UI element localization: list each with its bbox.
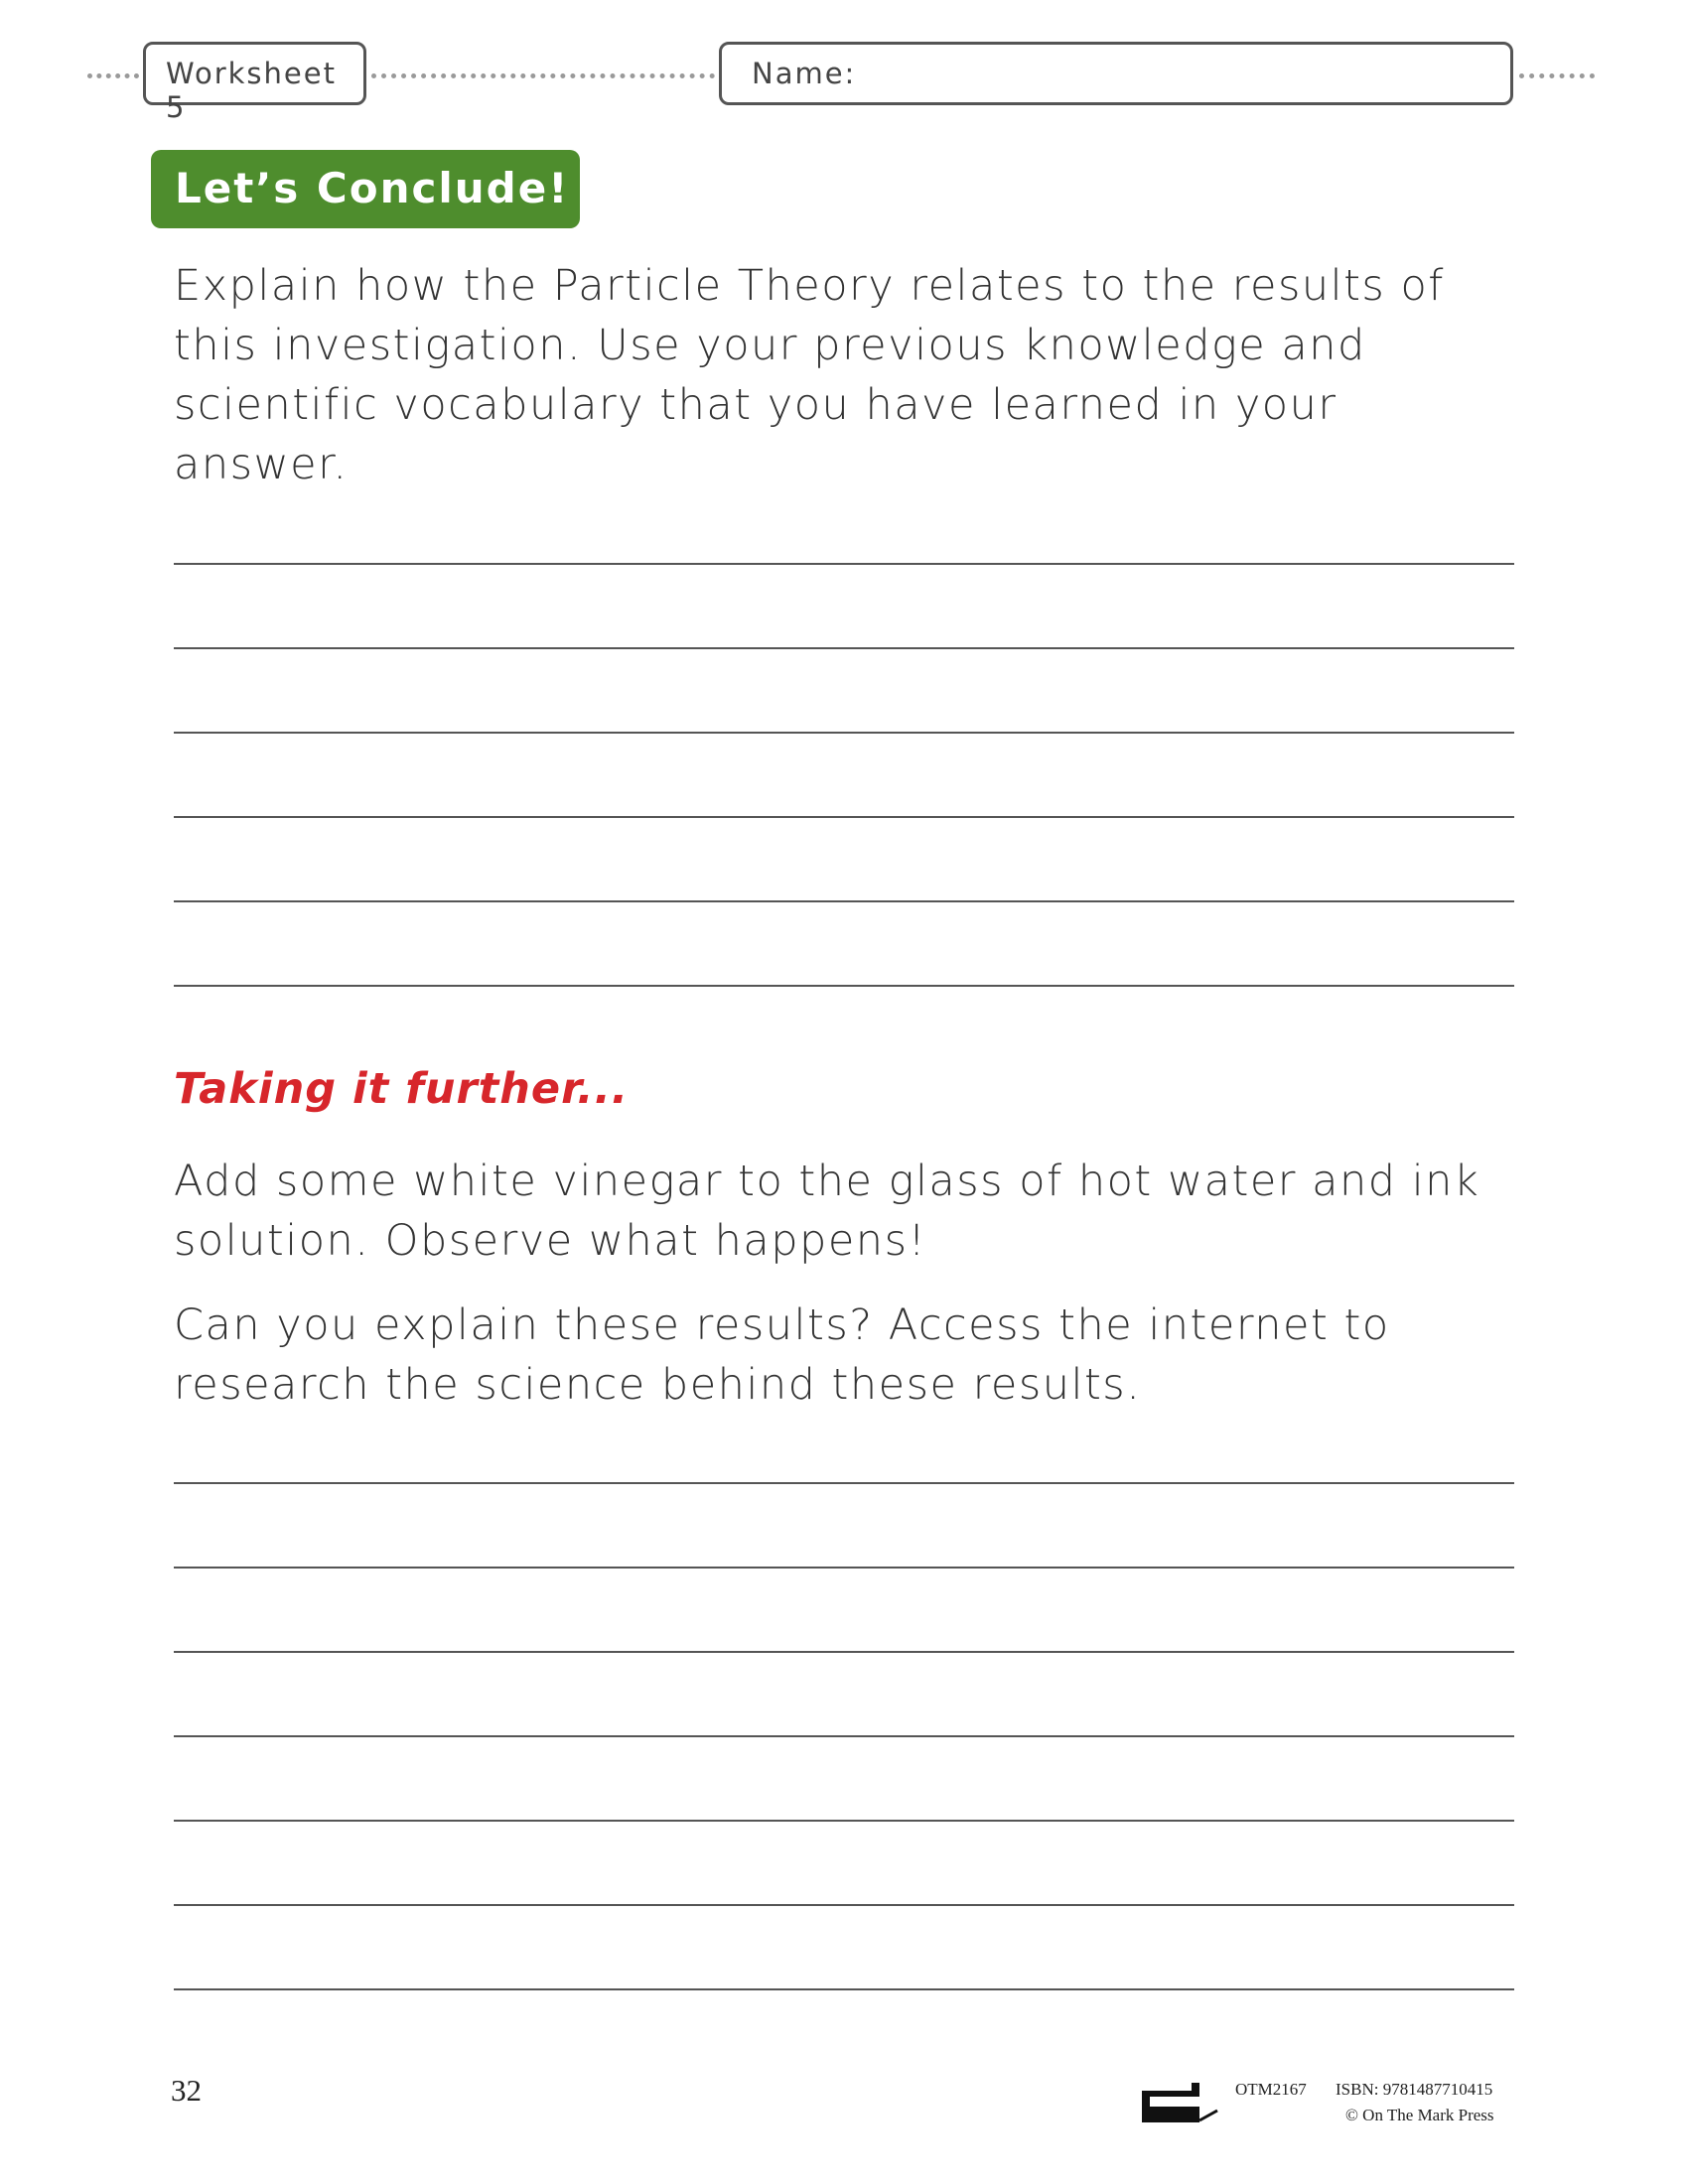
answer-line[interactable]	[174, 816, 1514, 818]
answer-line[interactable]	[174, 900, 1514, 902]
copyright: © On The Mark Press	[1345, 2106, 1494, 2124]
answer-line[interactable]	[174, 1735, 1514, 1737]
answer-line[interactable]	[174, 1567, 1514, 1569]
answer-line[interactable]	[174, 647, 1514, 649]
name-field[interactable]	[719, 42, 1513, 105]
answer-line[interactable]	[174, 1904, 1514, 1906]
answer-line[interactable]	[174, 1651, 1514, 1653]
page-number: 32	[171, 2073, 202, 2108]
answer-line[interactable]	[174, 985, 1514, 987]
product-code: OTM2167	[1235, 2080, 1307, 2099]
conclude-prompt: Explain how the Particle Theory relates to the results of this investigation. Use your previous knowledge and scientific vocabulary that you have learned in your answer.	[174, 261, 1445, 489]
header-dotted-rule-middle	[371, 73, 715, 78]
header-dotted-rule-left	[87, 73, 139, 78]
taking-further-heading: Taking it further...	[174, 1064, 630, 1114]
lets-conclude-heading-text: Let’s Conclude!	[175, 164, 570, 212]
answer-line[interactable]	[174, 1482, 1514, 1484]
publisher-logo-icon	[1140, 2081, 1219, 2124]
answer-line[interactable]	[174, 563, 1514, 565]
answer-line[interactable]	[174, 1988, 1514, 1990]
worksheet-label-box	[143, 42, 366, 124]
worksheet-label: Worksheet 5	[166, 57, 337, 124]
name-label: Name:	[752, 57, 857, 90]
further-prompt-2: Can you explain these results? Access the internet to research the science behind these results.	[174, 1300, 1390, 1410]
header-dotted-rule-right	[1519, 73, 1595, 78]
isbn: ISBN: 9781487710415	[1336, 2080, 1493, 2099]
lets-conclude-heading	[151, 150, 580, 228]
answer-line[interactable]	[174, 732, 1514, 734]
further-prompt-1: Add some white vinegar to the glass of hot water and ink solution. Observe what happens!	[174, 1157, 1480, 1266]
answer-line[interactable]	[174, 1820, 1514, 1822]
